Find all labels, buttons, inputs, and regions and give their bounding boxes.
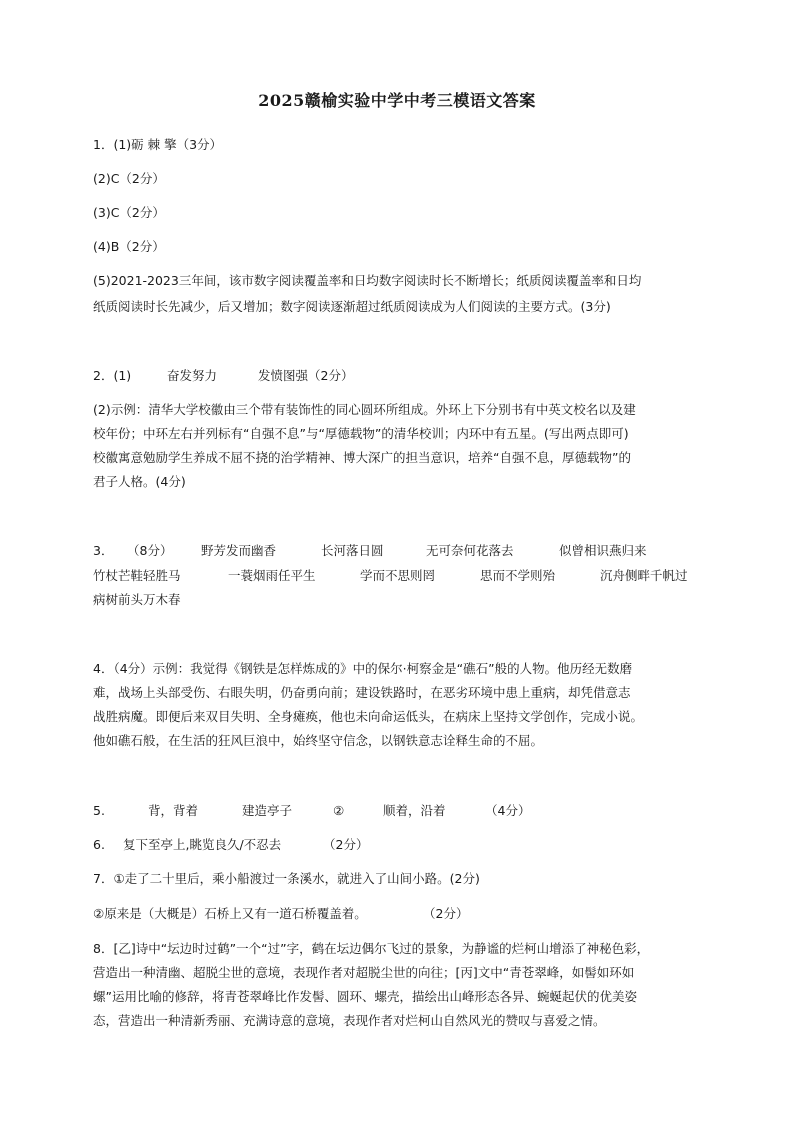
q3-item: 沉舟侧畔千帆过 <box>600 568 688 583</box>
q5-part-1: 背，背着 <box>148 803 199 818</box>
q6-score: （2分） <box>323 837 369 852</box>
q1-answer-1: 1．(1)砺 棘 擎（3分） <box>93 137 223 152</box>
q5-part-3: ② <box>333 803 345 818</box>
q3-item: 野芳发而幽香 <box>201 543 277 558</box>
page-title: 2025赣榆实验中学中考三模语文答案 <box>258 91 536 110</box>
q2-answer-2-line-1: (2)示例：清华大学校徽由三个带有装饰性的同心圆环所组成。外环上下分别书有中英文校名以及建 <box>93 402 636 417</box>
q4-line-2: 难，战场上头部受伤、右眼失明，仍奋勇向前；建设铁路时，在恶劣环境中患上重病，却凭借意志 <box>93 685 631 700</box>
q2-answer-2-line-2: 校年份；中环左右并列标有“自强不息”与“厚德载物”的清华校训；内环中有五星。(写出两点即可) <box>93 426 629 441</box>
q1-answer-5-line-1: (5)2021-2023三年间，该市数字阅读覆盖率和日均数字阅读时长不断增长；纸质阅读覆盖率和日均 <box>93 273 642 288</box>
q2-word-1: 奋发努力 <box>167 368 218 383</box>
q5-score: （4分） <box>485 803 531 818</box>
q1-answer-2: (2)C（2分） <box>93 171 165 186</box>
q6-number: 6. <box>93 837 105 852</box>
q7-line-1: 7．①走了二十里后，乘小船渡过一条溪水，就进入了山间小路。(2分) <box>93 871 480 886</box>
q2-answer-2-line-3: 校徽寓意勉励学生养成不屈不挠的治学精神、博大深广的担当意识，培养“自强不息，厚德载物”的 <box>93 450 631 465</box>
q3-item: 学而不思则罔 <box>360 568 436 583</box>
q4-line-4: 他如礁石般，在生活的狂风巨浪中，始终坚守信念，以钢铁意志诠释生命的不屈。 <box>93 733 544 748</box>
q1-answer-4: (4)B（2分） <box>93 239 165 254</box>
q8-line-4: 态，营造出一种清新秀丽、充满诗意的意境，表现作者对烂柯山自然风光的赞叹与喜爱之情。 <box>93 1013 606 1028</box>
q4-line-1: 4．（4分）示例：我觉得《钢铁是怎样炼成的》中的保尔·柯察金是“礁石”般的人物。他历经无数磨 <box>93 661 633 676</box>
q1-answer-5-line-2: 纸质阅读时长先减少，后又增加；数字阅读逐渐超过纸质阅读成为人们阅读的主要方式。(3分) <box>93 299 611 314</box>
q2-number: 2．(1) <box>93 368 132 383</box>
q3-item: 似曾相识燕归来 <box>559 543 647 558</box>
q3-number: 3． <box>93 543 114 558</box>
q3-row-3: 病树前头万木春 <box>93 592 181 607</box>
q2-word-2: 发愤图强（2分） <box>258 368 354 383</box>
q5-part-2: 建造亭子 <box>242 803 293 818</box>
q5-number: 5. <box>93 803 105 818</box>
q3-item: 思而不学则殆 <box>480 568 556 583</box>
q1-answer-3: (3)C（2分） <box>93 205 165 220</box>
q4-line-3: 战胜病魔。即便后来双目失明、全身瘫痪，他也未向命运低头，在病床上坚持文学创作，完成小说。 <box>93 709 644 724</box>
q5-part-4: 顺着，沿着 <box>383 803 446 818</box>
q6-text: 复下至亭上,眺览良久/不忍去 <box>123 837 282 852</box>
q3-score: （8分） <box>127 543 173 558</box>
q7-text-2: ②原来是（大概是）石桥上又有一道石桥覆盖着。 <box>93 906 367 921</box>
q8-line-1: 8．[乙]诗中“坛边时过鹤”一个“过”字，鹤在坛边偶尔飞过的景象，为静谧的烂柯山增添了神秘色彩， <box>93 941 650 956</box>
q7-score-2: （2分） <box>423 906 469 921</box>
q3-item: 无可奈何花落去 <box>426 543 514 558</box>
q3-item: 一蓑烟雨任平生 <box>228 568 316 583</box>
q2-answer-2-line-4: 君子人格。(4分) <box>93 474 186 489</box>
q8-line-2: 营造出一种清幽、超脱尘世的意境，表现作者对超脱尘世的向往；[丙]文中“青苍翠峰，如髻如环如 <box>93 965 635 980</box>
q3-item: 长河落日圆 <box>321 543 384 558</box>
q8-line-3: 螺”运用比喻的修辞，将青苍翠峰比作发髻、圆环、螺壳，描绘出山峰形态各异、蜿蜒起伏的优美姿 <box>93 989 637 1004</box>
q3-item: 竹杖芒鞋轻胜马 <box>93 568 181 583</box>
